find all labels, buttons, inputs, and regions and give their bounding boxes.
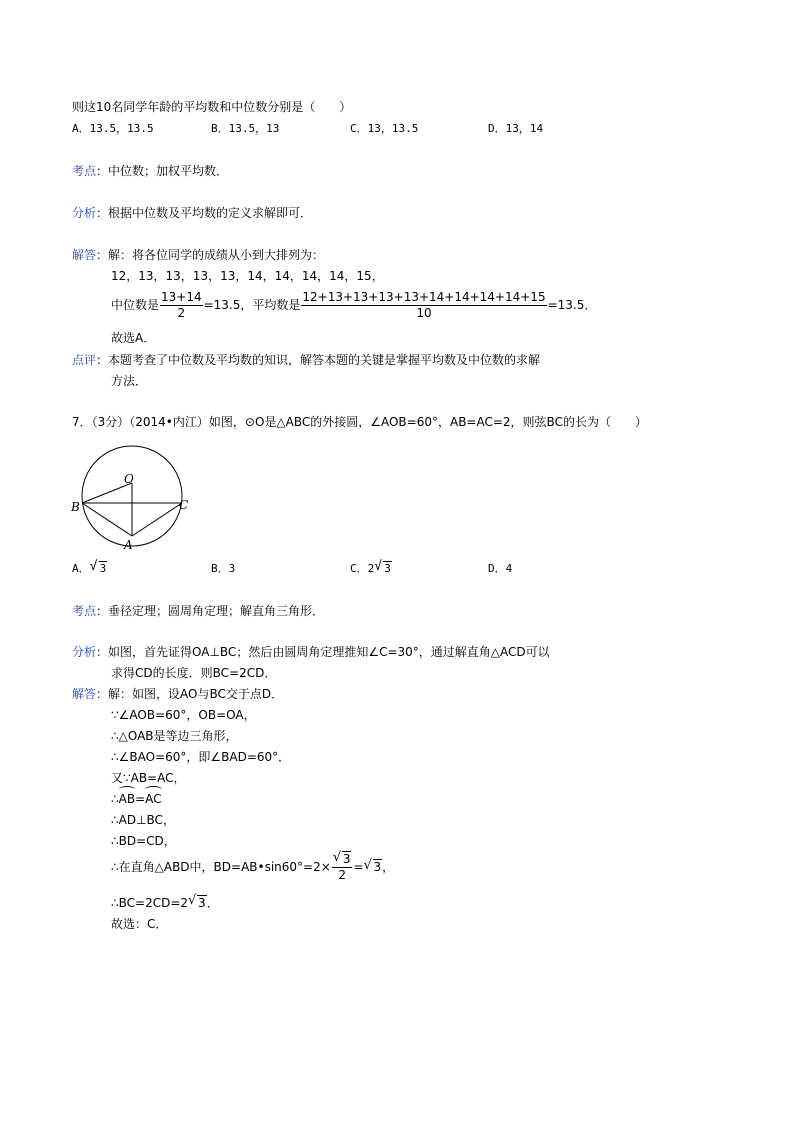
jieda-text: ：解：将各位同学的成绩从小到大排列为：: [96, 248, 325, 262]
equals: =: [353, 860, 364, 874]
mean-fraction: [301, 290, 546, 321]
kaodian-tag: 考点: [72, 164, 97, 178]
q6-dianping-cont: 方法．: [111, 374, 148, 388]
median-numerator: 13+14: [161, 290, 202, 304]
step8-text: ∴在直角△ABD中，BD=AB•sin60°=2×: [111, 860, 331, 874]
kaodian-text: ：中位数；加权平均数．: [96, 164, 229, 178]
q7-stem: 7．（3分）（2014•内江）如图，⊙O是△ABC的外接圆，∠AOB=60°，AB=AC=2，则弦BC的长为（ ）: [72, 415, 647, 429]
q6-jieda: [72, 247, 324, 263]
circle-figure: [68, 434, 198, 552]
fenxi-text: ：根据中位数及平均数的定义求解即可．: [96, 206, 313, 220]
q7-jieda: [72, 686, 283, 702]
mean-denominator: 10: [416, 306, 432, 320]
jieda-text: ：解：如图，设AO与BC交于点D．: [96, 687, 284, 701]
fraction-numerator: [332, 852, 353, 868]
median-fraction: [160, 290, 203, 321]
therefore-symbol: ∴: [111, 792, 119, 806]
sqrt3-over-2: [332, 852, 353, 883]
q6-conclusion: 故选A．: [111, 331, 156, 345]
label-c: C: [179, 498, 189, 512]
segment-ab: [82, 503, 132, 536]
q7-options: [72, 561, 632, 579]
jieda-tag: 解答: [72, 248, 97, 262]
opt-a-label: A．: [72, 562, 90, 575]
q7-step-3: ∴∠BAO=60°，即∠BAD=60°．: [111, 750, 291, 764]
q7-option-d: D．4: [488, 562, 513, 575]
q7-step-7: ∴BD=CD，: [111, 834, 176, 848]
q7-step-6: ∴AD⊥BC，: [111, 813, 175, 827]
sqrt-symbol: √ 3: [374, 559, 391, 575]
q7-step-1: ∵∠AOB=60°，OB=OA，: [111, 708, 256, 722]
q7-kaodian: [72, 603, 324, 619]
kaodian-text: ：垂径定理；圆周角定理；解直角三角形．: [96, 604, 325, 618]
q6-kaodian: [72, 163, 228, 179]
opt-a-radicand: 3: [99, 562, 107, 575]
q6-dianping: [72, 352, 540, 368]
mean-numerator: 12+13+13+13+13+14+14+14+14+15: [302, 290, 546, 304]
q6-fenxi: [72, 205, 312, 221]
q6-median-mean: [111, 290, 596, 321]
q6-option-a: A．13.5，13.5: [72, 122, 154, 135]
step9-text: ∴BC=2CD=2: [111, 896, 189, 910]
equals: =: [135, 792, 146, 806]
q7-fenxi-cont: 求得CD的长度．则BC=2CD．: [111, 666, 277, 680]
fenxi-tag: 分析: [72, 645, 97, 659]
result-radicand: 3: [373, 860, 382, 874]
q7-step-9: [111, 895, 219, 911]
q7-conclusion: 故选：C．: [111, 917, 168, 931]
q7-fenxi: [72, 644, 550, 660]
fenxi-text: ：如图，首先证得OA⊥BC；然后由圆周角定理推知∠C=30°，通过解直角△ACD可以: [96, 645, 550, 659]
segment-ob: [82, 483, 132, 503]
q7-step-5: [111, 791, 162, 807]
sqrt-symbol: √ 3: [188, 893, 206, 910]
q7-step-4: 又∵AB=AC，: [111, 771, 186, 785]
jieda-tag: 解答: [72, 687, 97, 701]
arc-ab: AB: [118, 792, 136, 806]
q7-option-c: [350, 561, 392, 577]
median-label: 中位数是: [111, 298, 160, 312]
q7-option-b: B．3: [211, 562, 236, 575]
kaodian-tag: 考点: [72, 604, 97, 618]
sqrt-symbol: √ 3: [332, 850, 351, 866]
q7-step-2: ∴△OAB是等边三角形，: [111, 729, 238, 743]
label-a: A: [124, 538, 133, 552]
median-denominator: 2: [177, 306, 186, 320]
dianping-tag: 点评: [72, 353, 97, 367]
dianping-text: ：本题考查了中位数及平均数的知识，解答本题的关键是掌握平均数及中位数的求解: [96, 353, 541, 367]
q6-option-d: D．13，14: [488, 122, 544, 135]
fraction-denominator: 2: [338, 868, 346, 882]
opt-c-label: C．2: [350, 562, 375, 575]
sqrt-symbol: √ 3: [89, 559, 107, 575]
sqrt-symbol: √ 3: [363, 858, 382, 874]
q6-options: [72, 121, 632, 137]
label-o: O: [124, 472, 134, 486]
q6-sorted-list: 12，13，13，13，13，14，14，14，14，15，: [111, 269, 384, 283]
arc-ac: AC: [145, 792, 162, 806]
fenxi-tag: 分析: [72, 206, 97, 220]
comma: ，: [382, 860, 395, 874]
bc-radicand: 3: [198, 896, 206, 910]
period: ．: [206, 896, 219, 910]
q6-stem: 则这10名同学年龄的平均数和中位数分别是（ ）: [72, 100, 352, 114]
segment-ac: [132, 503, 182, 536]
q7-step-8: [111, 852, 394, 883]
opt-c-radicand: 3: [384, 562, 391, 575]
label-b: B: [71, 500, 80, 514]
mean-value: =13.5．: [547, 298, 597, 312]
q7-option-a: [72, 561, 107, 577]
q6-option-c: C．13，13.5: [350, 122, 419, 135]
numerator-radicand: 3: [342, 852, 351, 866]
median-value: =13.5，平均数是: [203, 298, 301, 312]
q6-option-b: B．13.5，13: [211, 122, 280, 135]
